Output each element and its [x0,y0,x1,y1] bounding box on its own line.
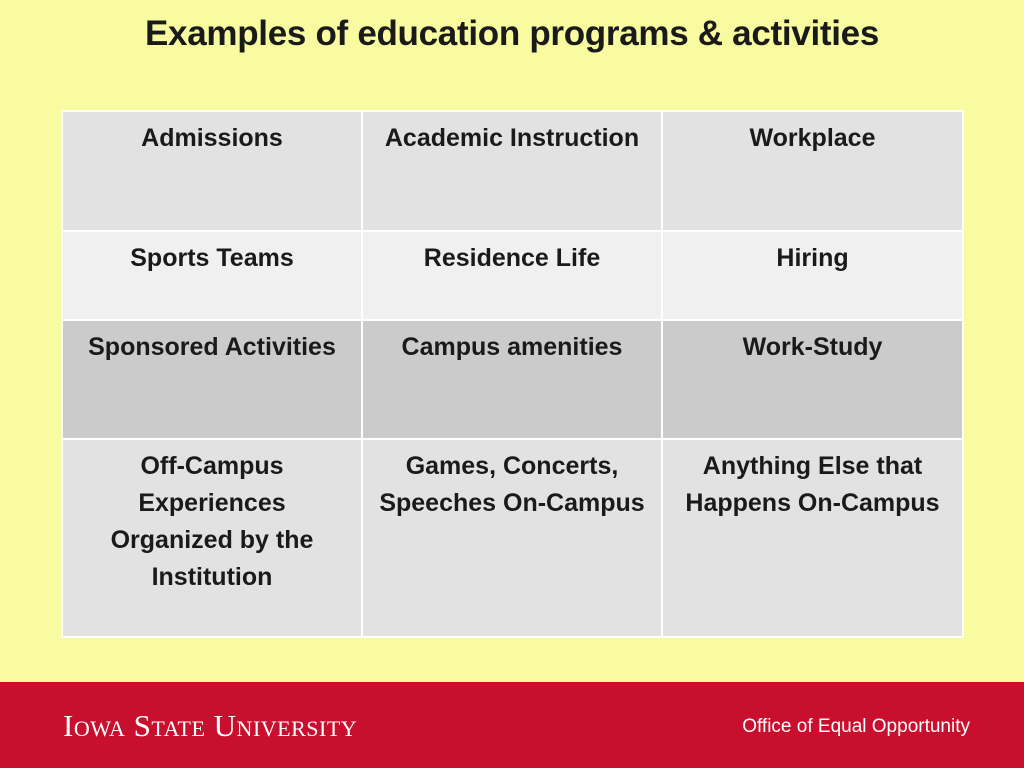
university-logo: Iowa State University [63,708,358,743]
table-cell [362,320,662,439]
table-cell [662,111,963,231]
table-cell [62,231,362,320]
cell-text: Games, Concerts, Speeches On-Campus [379,452,645,517]
cell-text: Hiring [776,244,849,272]
cell-text: Work-Study [742,333,883,361]
table-cell [662,320,963,439]
table-row [62,439,963,637]
footer-bar [0,682,1024,768]
table-cell [62,439,362,637]
table-cell [62,320,362,439]
table-cell [662,231,963,320]
table-cell [62,111,362,231]
table-cell [362,231,662,320]
cell-text: Admissions [141,124,283,152]
cell-text: Workplace [749,124,876,152]
table-row [62,320,963,439]
table-cell [362,111,662,231]
cell-text: Academic Instruction [384,124,640,152]
cell-text: Sports Teams [130,244,294,272]
cell-text: Residence Life [423,244,601,272]
table-cell [662,439,963,637]
cell-text: Sponsored Activities [88,333,336,361]
cell-text: Campus amenities [401,333,623,361]
table-row [62,111,963,231]
cell-text: Off-Campus Experiences Organized by the Institution [110,452,314,591]
table-cell [362,439,662,637]
cell-text: Anything Else that Happens On-Campus [685,452,940,517]
office-label: Office of Equal Opportunity [742,716,970,737]
programs-table [61,110,964,638]
table-row [62,231,963,320]
slide-title: Examples of education programs & activities [145,14,879,53]
